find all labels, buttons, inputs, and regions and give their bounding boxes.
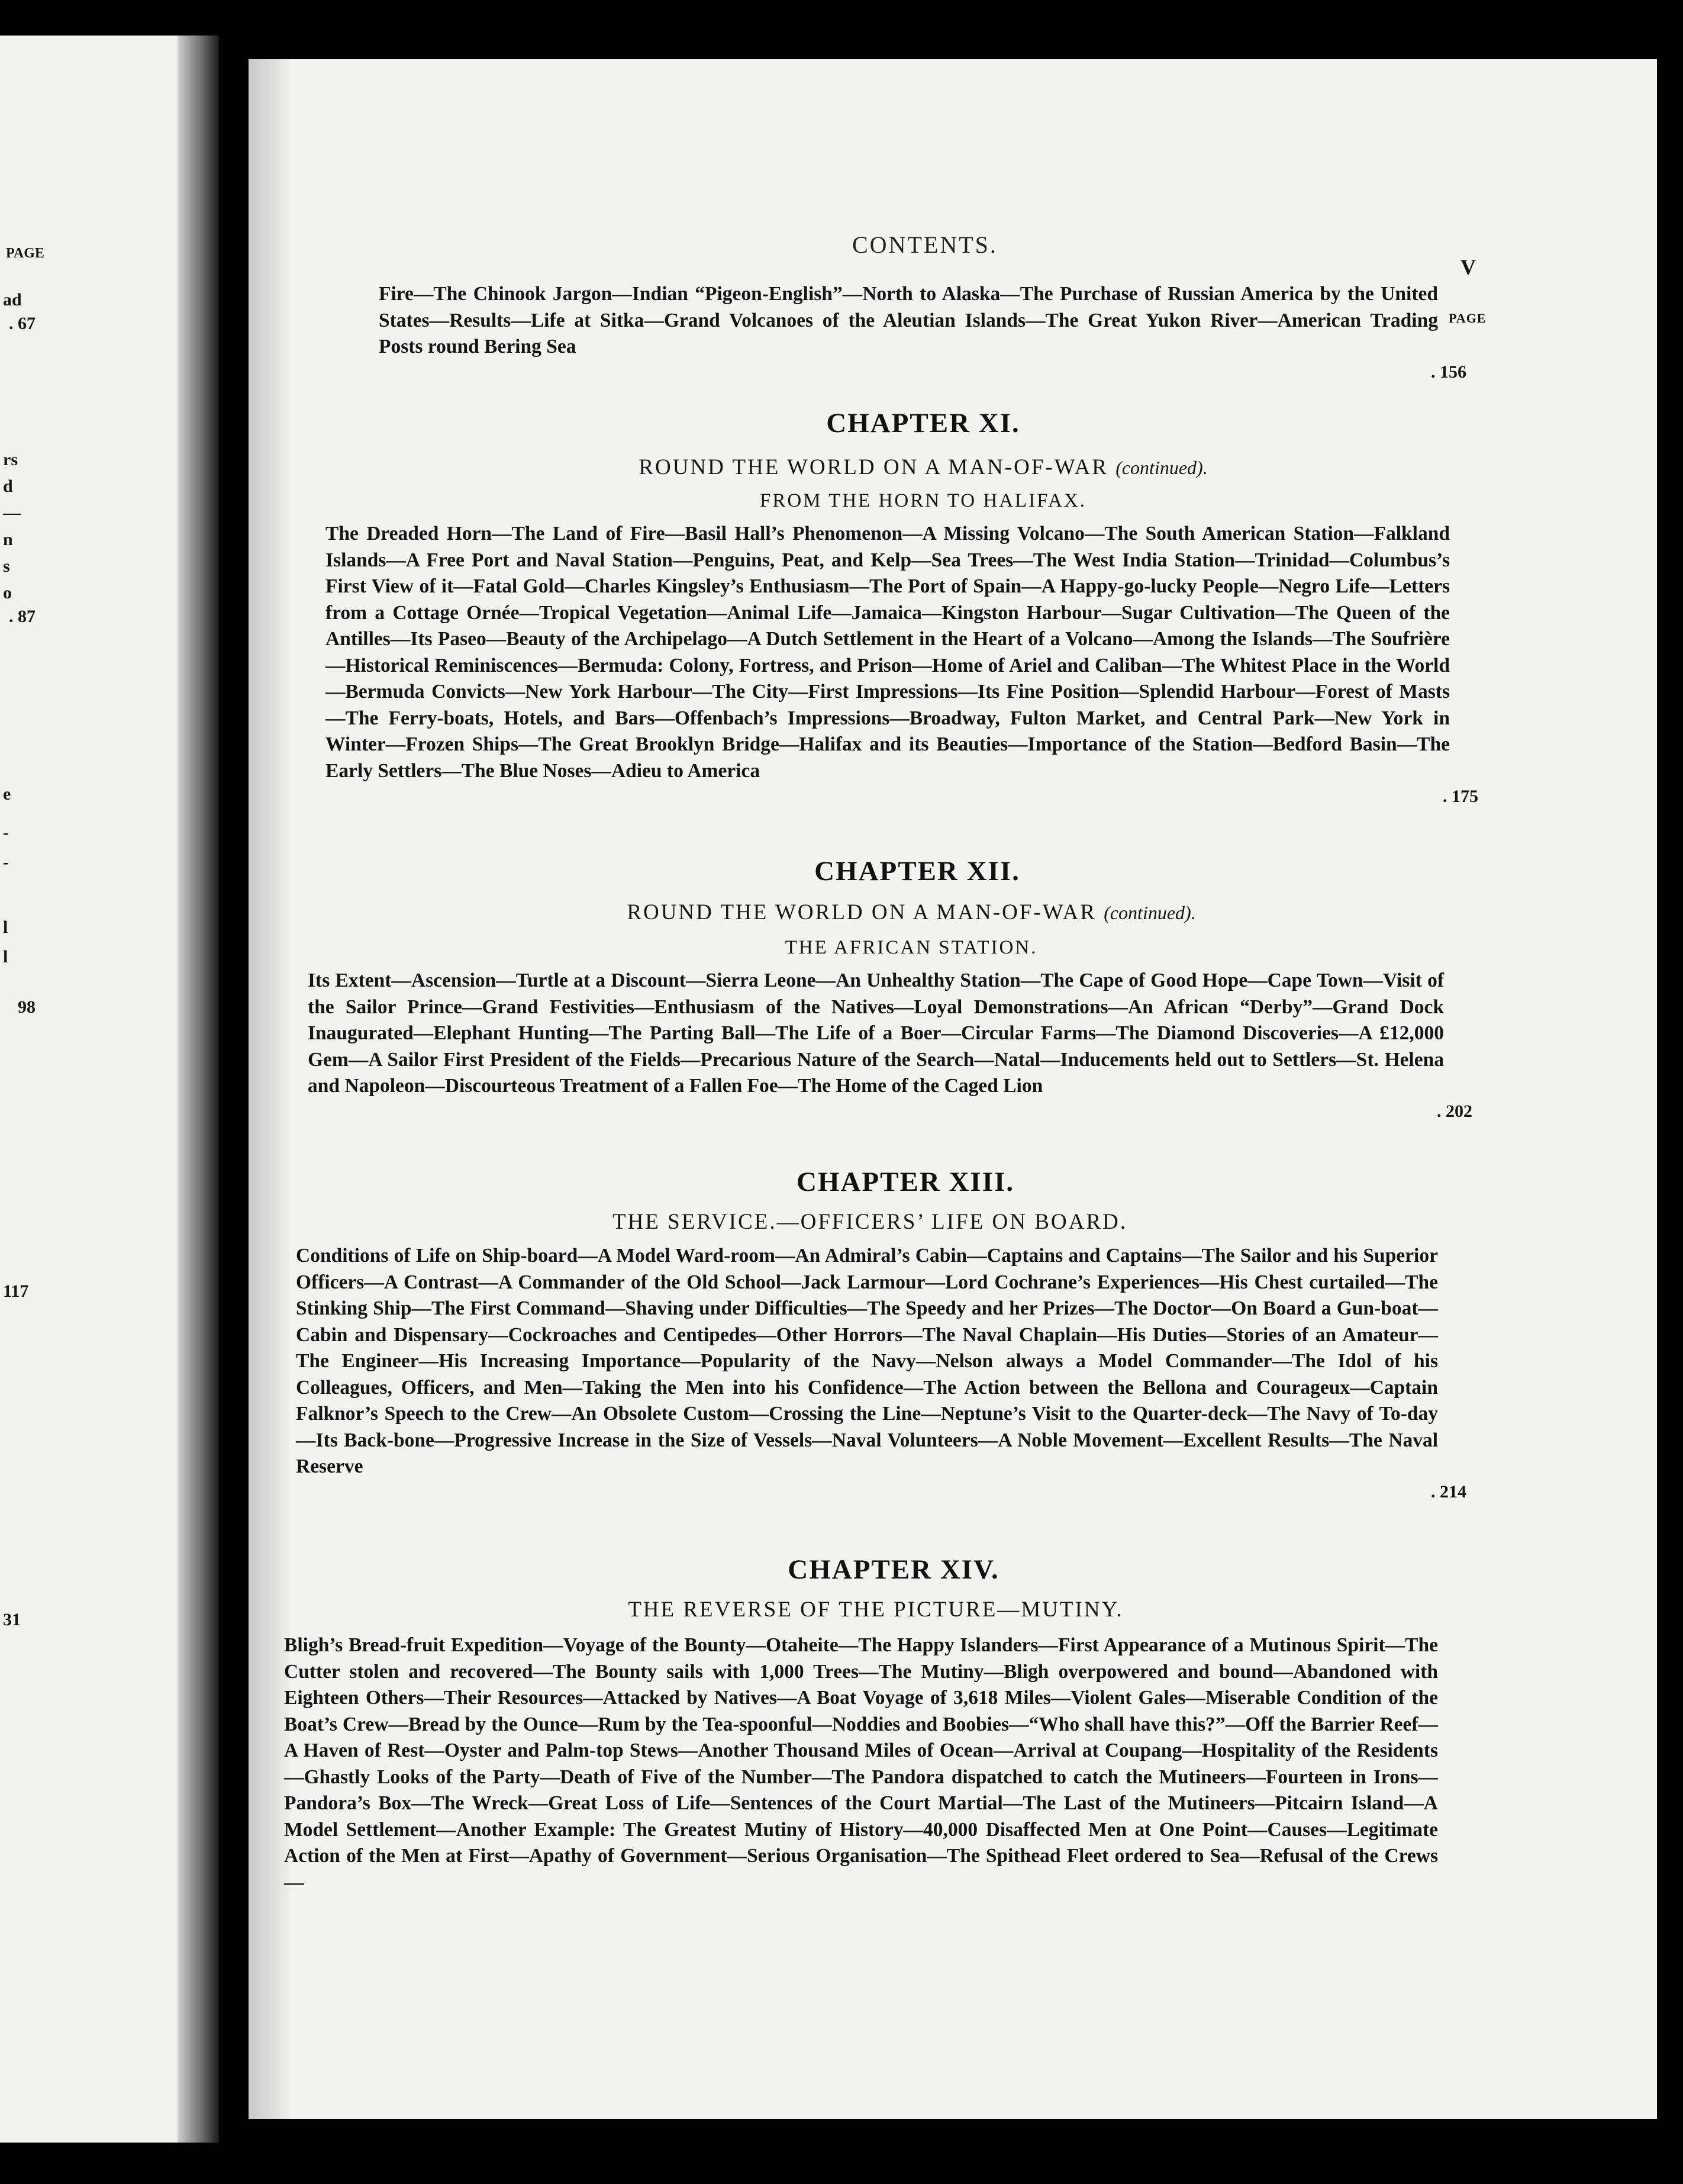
entry-text: Fire—The Chinook Jargon—Indian “Pigeon-English”—North to Alaska—The Purchase of Russian America by the United States—Results—Life at Sitka—Grand Volcanoes of the Aleutian Islands—The Great Yukon River—American Trading Posts round Bering Sea — [379, 283, 1438, 358]
left-fragment: ad — [3, 290, 22, 310]
chapter-subtitle — [462, 1597, 1290, 1622]
chapter-xiii-summary — [296, 1243, 1466, 1502]
entry-page-number: . 175 — [1443, 786, 1478, 806]
left-fragment: . 67 — [9, 314, 36, 333]
page-column-label: PAGE — [1449, 311, 1487, 326]
entry-text: Bligh’s Bread-fruit Expedition—Voyage of the Bounty—Otaheite—The Happy Islanders—First Appearance of a Mutinous Spirit—The Cutter stolen and recovered—The Bounty sails with 1,000 Trees—The Mutiny—Bligh overpowered and bound—Abandoned with Eighteen Others—Their Resources—Attacked by Natives—A Boat Voyage of 3,618 Miles—Violent Gales—Miserable Condition of the Boat’s Crew—Bread by the Ounce—Rum by the Tea-spoonful—Noddies and Boobies—“Who shall have this?”—Off the Barrier Reef—A Haven of Rest—Oyster and Palm-top Stews—Another Thousand Miles of Ocean—Arrival at Coupang—Hospitality of the Residents—Ghastly Looks of the Party—Death of Five of the Number—The Pandora dispatched to catch the Mutineers—Fourteen in Irons—Pandora’s Box—The Wreck—Great Loss of Life—Sentences of the Court Martial—The Last of the Mutineers—Pitcairn Island—A Model Settlement—Another Example: The Greatest Mutiny of History—40,000 Disaffected Men at One Point—Causes—Legitimate Action of the Men at First—Apathy of Government—Serious Organisation—The Spithead Fleet ordered to Sea—Refusal of the Crews— — [284, 1634, 1438, 1893]
chapter-x-continuation — [379, 281, 1466, 382]
chapter-xiv-summary — [284, 1632, 1438, 1896]
left-page-label: PAGE — [6, 246, 44, 261]
entry-text: The Dreaded Horn—The Land of Fire—Basil Hall’s Phenomenon—A Missing Volcano—The South American Station—Falkland Islands—A Free Port and Naval Station—Penguins, Peat, and Kelp—Sea Trees—The West India Station—Trinidad—Columbus’s First View of it—Fatal Gold—Charles Kingsley’s Enthusiasm—The Port of Spain—A Happy-go-lucky People—Negro Life—Letters from a Cottage Ornée—Tropical Vegetation—Animal Life—Jamaica—Kingston Harbour—Sugar Cultivation—The Queen of the Antilles—Its Paseo—Beauty of the Archipelago—A Dutch Settlement in the Heart of a Volcano—Among the Islands—The Soufrière—Historical Reminiscences—Bermuda: Colony, Fortress, and Prison—Home of Ariel and Caliban—The Whitest Place in the World—Bermuda Convicts—New York Harbour—The City—First Impressions—Its Fine Position—Splendid Harbour—Forest of Masts—The Ferry-boats, Hotels, and Bars—Offenbach’s Impressions—Broadway, Fulton Market, and Central Park—New York in Winter—Frozen Ships—The Great Brooklyn Bridge—Halifax and its Beauties—Importance of the Station—Bedford Basin—The Early Settlers—The Blue Noses—Adieu to America — [325, 523, 1450, 782]
left-fragment: d — [3, 476, 13, 496]
subtitle-note: (continued). — [1104, 902, 1196, 923]
chapter-xii-summary — [308, 968, 1472, 1121]
entry-page-number: . 156 — [1431, 362, 1466, 382]
left-fragment: l — [3, 947, 8, 967]
left-fragment: 31 — [3, 1610, 21, 1629]
subtitle-text: ROUND THE WORLD ON A MAN-OF-WAR — [627, 900, 1097, 925]
chapter-subtitle — [456, 1209, 1284, 1235]
left-fragment: o — [3, 583, 12, 603]
chapter-xi-summary — [325, 521, 1478, 806]
entry-page-number: . 214 — [1431, 1482, 1466, 1502]
subtitle-text: ROUND THE WORLD ON A MAN-OF-WAR — [639, 455, 1108, 479]
left-fragment: . 87 — [9, 607, 36, 626]
left-fragment: — — [3, 503, 21, 523]
subtitle-text: THE REVERSE OF THE PICTURE—MUTINY. — [628, 1597, 1124, 1622]
entry-text: Conditions of Life on Ship-board—A Model Ward-room—An Admiral’s Cabin—Captains and Captains—The Sailor and his Superior Officers—A Contrast—A Commander of the Old School—Jack Larmour—Lord Cochrane’s Experiences—His Chest curtailed—The Stinking Ship—The First Command—Shaving under Difficulties—The Speedy and her Prizes—The Doctor—On Board a Gun-boat—Cabin and Dispensary—Cockroaches and Centipedes—Other Horrors—The Naval Chaplain—His Duties—Stories of an Amateur—The Engineer—His Increasing Importance—Popularity of the Navy—Nelson always a Model Commander—The Idol of his Colleagues, Officers, and Men—Taking the Men into his Confidence—The Action between the Bellona and Courageux—Captain Falknor’s Speech to the Crew—An Obsolete Custom—Crossing the Line—Neptune’s Visit to the Quarter-deck—The Navy of To-day—Its Back-bone—Progressive Increase in the Size of Vessels—Naval Volunteers—A Noble Movement—Excellent Results—The Naval Reserve — [296, 1245, 1438, 1478]
chapter-title: CHAPTER XI. — [826, 408, 1020, 439]
left-fragment: - — [3, 852, 9, 872]
running-title: CONTENTS. — [852, 231, 998, 258]
chapter-title: CHAPTER XIII. — [796, 1167, 1015, 1197]
left-fragment: - — [3, 823, 9, 842]
contents-page — [249, 59, 1657, 2119]
left-fragment: n — [3, 530, 13, 549]
chapter-subtitle — [509, 455, 1337, 480]
left-fragment: e — [3, 784, 11, 804]
subtitle-text: THE SERVICE.—OFFICERS’ LIFE ON BOARD. — [612, 1210, 1127, 1234]
chapter-section: THE AFRICAN STATION. — [785, 937, 1038, 958]
book-gutter — [178, 36, 219, 2143]
left-fragment: 117 — [3, 1281, 29, 1301]
chapter-section: FROM THE HORN TO HALIFAX. — [759, 490, 1087, 511]
left-fragment: l — [3, 917, 8, 937]
left-fragment: 98 — [18, 997, 36, 1017]
page-folio: V — [1460, 255, 1476, 279]
left-fragment: rs — [3, 450, 18, 469]
chapter-title: CHAPTER XIV. — [788, 1554, 1000, 1585]
previous-page-edge — [0, 36, 219, 2143]
left-fragment: s — [3, 556, 10, 576]
subtitle-note: (continued). — [1115, 457, 1208, 478]
entry-page-number: . 202 — [1437, 1101, 1472, 1121]
entry-text: Its Extent—Ascension—Turtle at a Discount—Sierra Leone—An Unhealthy Station—The Cape of Good Hope—Cape Town—Visit of the Sailor Prince—Grand Festivities—Enthusiasm of the Natives—Loyal Demonstrations—An African “Derby”—Grand Dock Inaugurated—Elephant Hunting—The Parting Ball—The Life of a Boer—Circular Farms—The Diamond Discoveries—A £12,000 Gem—A Sailor First President of the Fields—Precarious Nature of the Search—Natal—Inducements held out to Settlers—St. Helena and Napoleon—Discourteous Treatment of a Fallen Foe—The Home of the Caged Lion — [308, 969, 1444, 1097]
chapter-subtitle — [497, 900, 1326, 925]
chapter-title: CHAPTER XII. — [814, 856, 1020, 887]
